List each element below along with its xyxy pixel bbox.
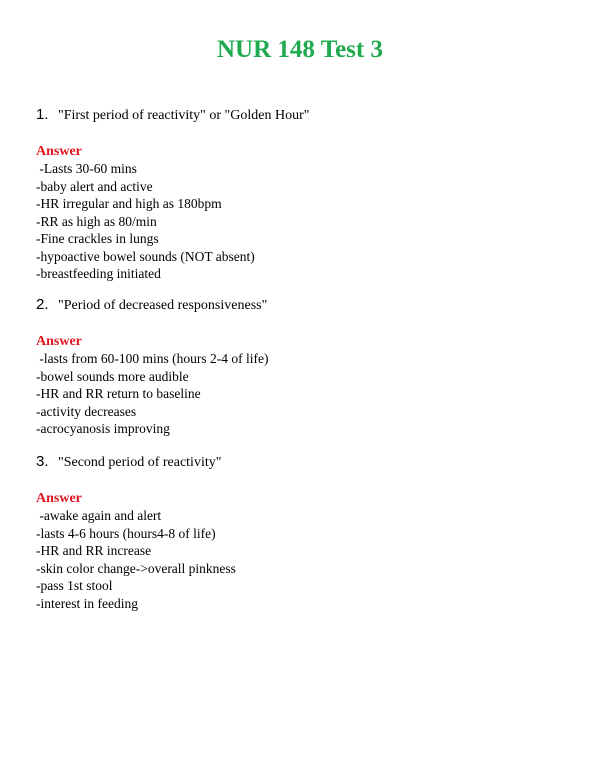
question-heading xyxy=(36,296,576,318)
answer-line: -Fine crackles in lungs xyxy=(36,231,159,246)
answer-line: -HR and RR return to baseline xyxy=(36,386,201,401)
answer-line: -RR as high as 80/min xyxy=(36,213,157,229)
answer-label: Answer xyxy=(36,334,82,349)
answer-line: -skin color change->overall pinkness xyxy=(36,560,236,576)
answer-line: -lasts 4-6 hours (hours4-8 of life) xyxy=(36,525,216,541)
question-text: "Period of decreased responsiveness" xyxy=(58,298,268,313)
answer-line: -awake again and alert xyxy=(36,508,162,523)
question-heading xyxy=(36,453,576,475)
answer-line: -interest in feeding xyxy=(36,595,138,611)
answer-label: Answer xyxy=(36,491,82,506)
answer-line: -pass 1st stool xyxy=(36,578,113,593)
document-title: NUR 148 Test 3 xyxy=(217,36,383,63)
question-number: 1. xyxy=(36,106,49,123)
answer-line: -HR and RR increase xyxy=(36,543,152,558)
answer-line: -HR irregular and high as 180bpm xyxy=(36,196,222,211)
answer-line: -activity decreases xyxy=(36,403,137,419)
question-block-1 xyxy=(36,106,576,283)
question-text: "First period of reactivity" or "Golden Hour" xyxy=(58,108,310,123)
answer-line: -hypoactive bowel sounds (NOT absent) xyxy=(36,248,255,264)
answer-list xyxy=(36,160,576,283)
answer-list xyxy=(36,507,576,612)
answer-line: -bowel sounds more audible xyxy=(36,368,189,384)
question-text: "Second period of reactivity" xyxy=(58,455,222,470)
question-number: 2. xyxy=(36,296,49,313)
question-block-2 xyxy=(36,296,576,438)
question-heading xyxy=(36,106,576,128)
question-block-3 xyxy=(36,453,576,612)
answer-line: -breastfeeding initiated xyxy=(36,266,161,281)
answer-line: -baby alert and active xyxy=(36,178,153,194)
answer-line: -acrocyanosis improving xyxy=(36,421,170,436)
answer-label: Answer xyxy=(36,144,82,159)
answer-line: -lasts from 60-100 mins (hours 2-4 of life) xyxy=(36,351,269,366)
answer-list xyxy=(36,350,576,438)
question-number: 3. xyxy=(36,453,49,470)
answer-line: -Lasts 30-60 mins xyxy=(36,161,137,176)
